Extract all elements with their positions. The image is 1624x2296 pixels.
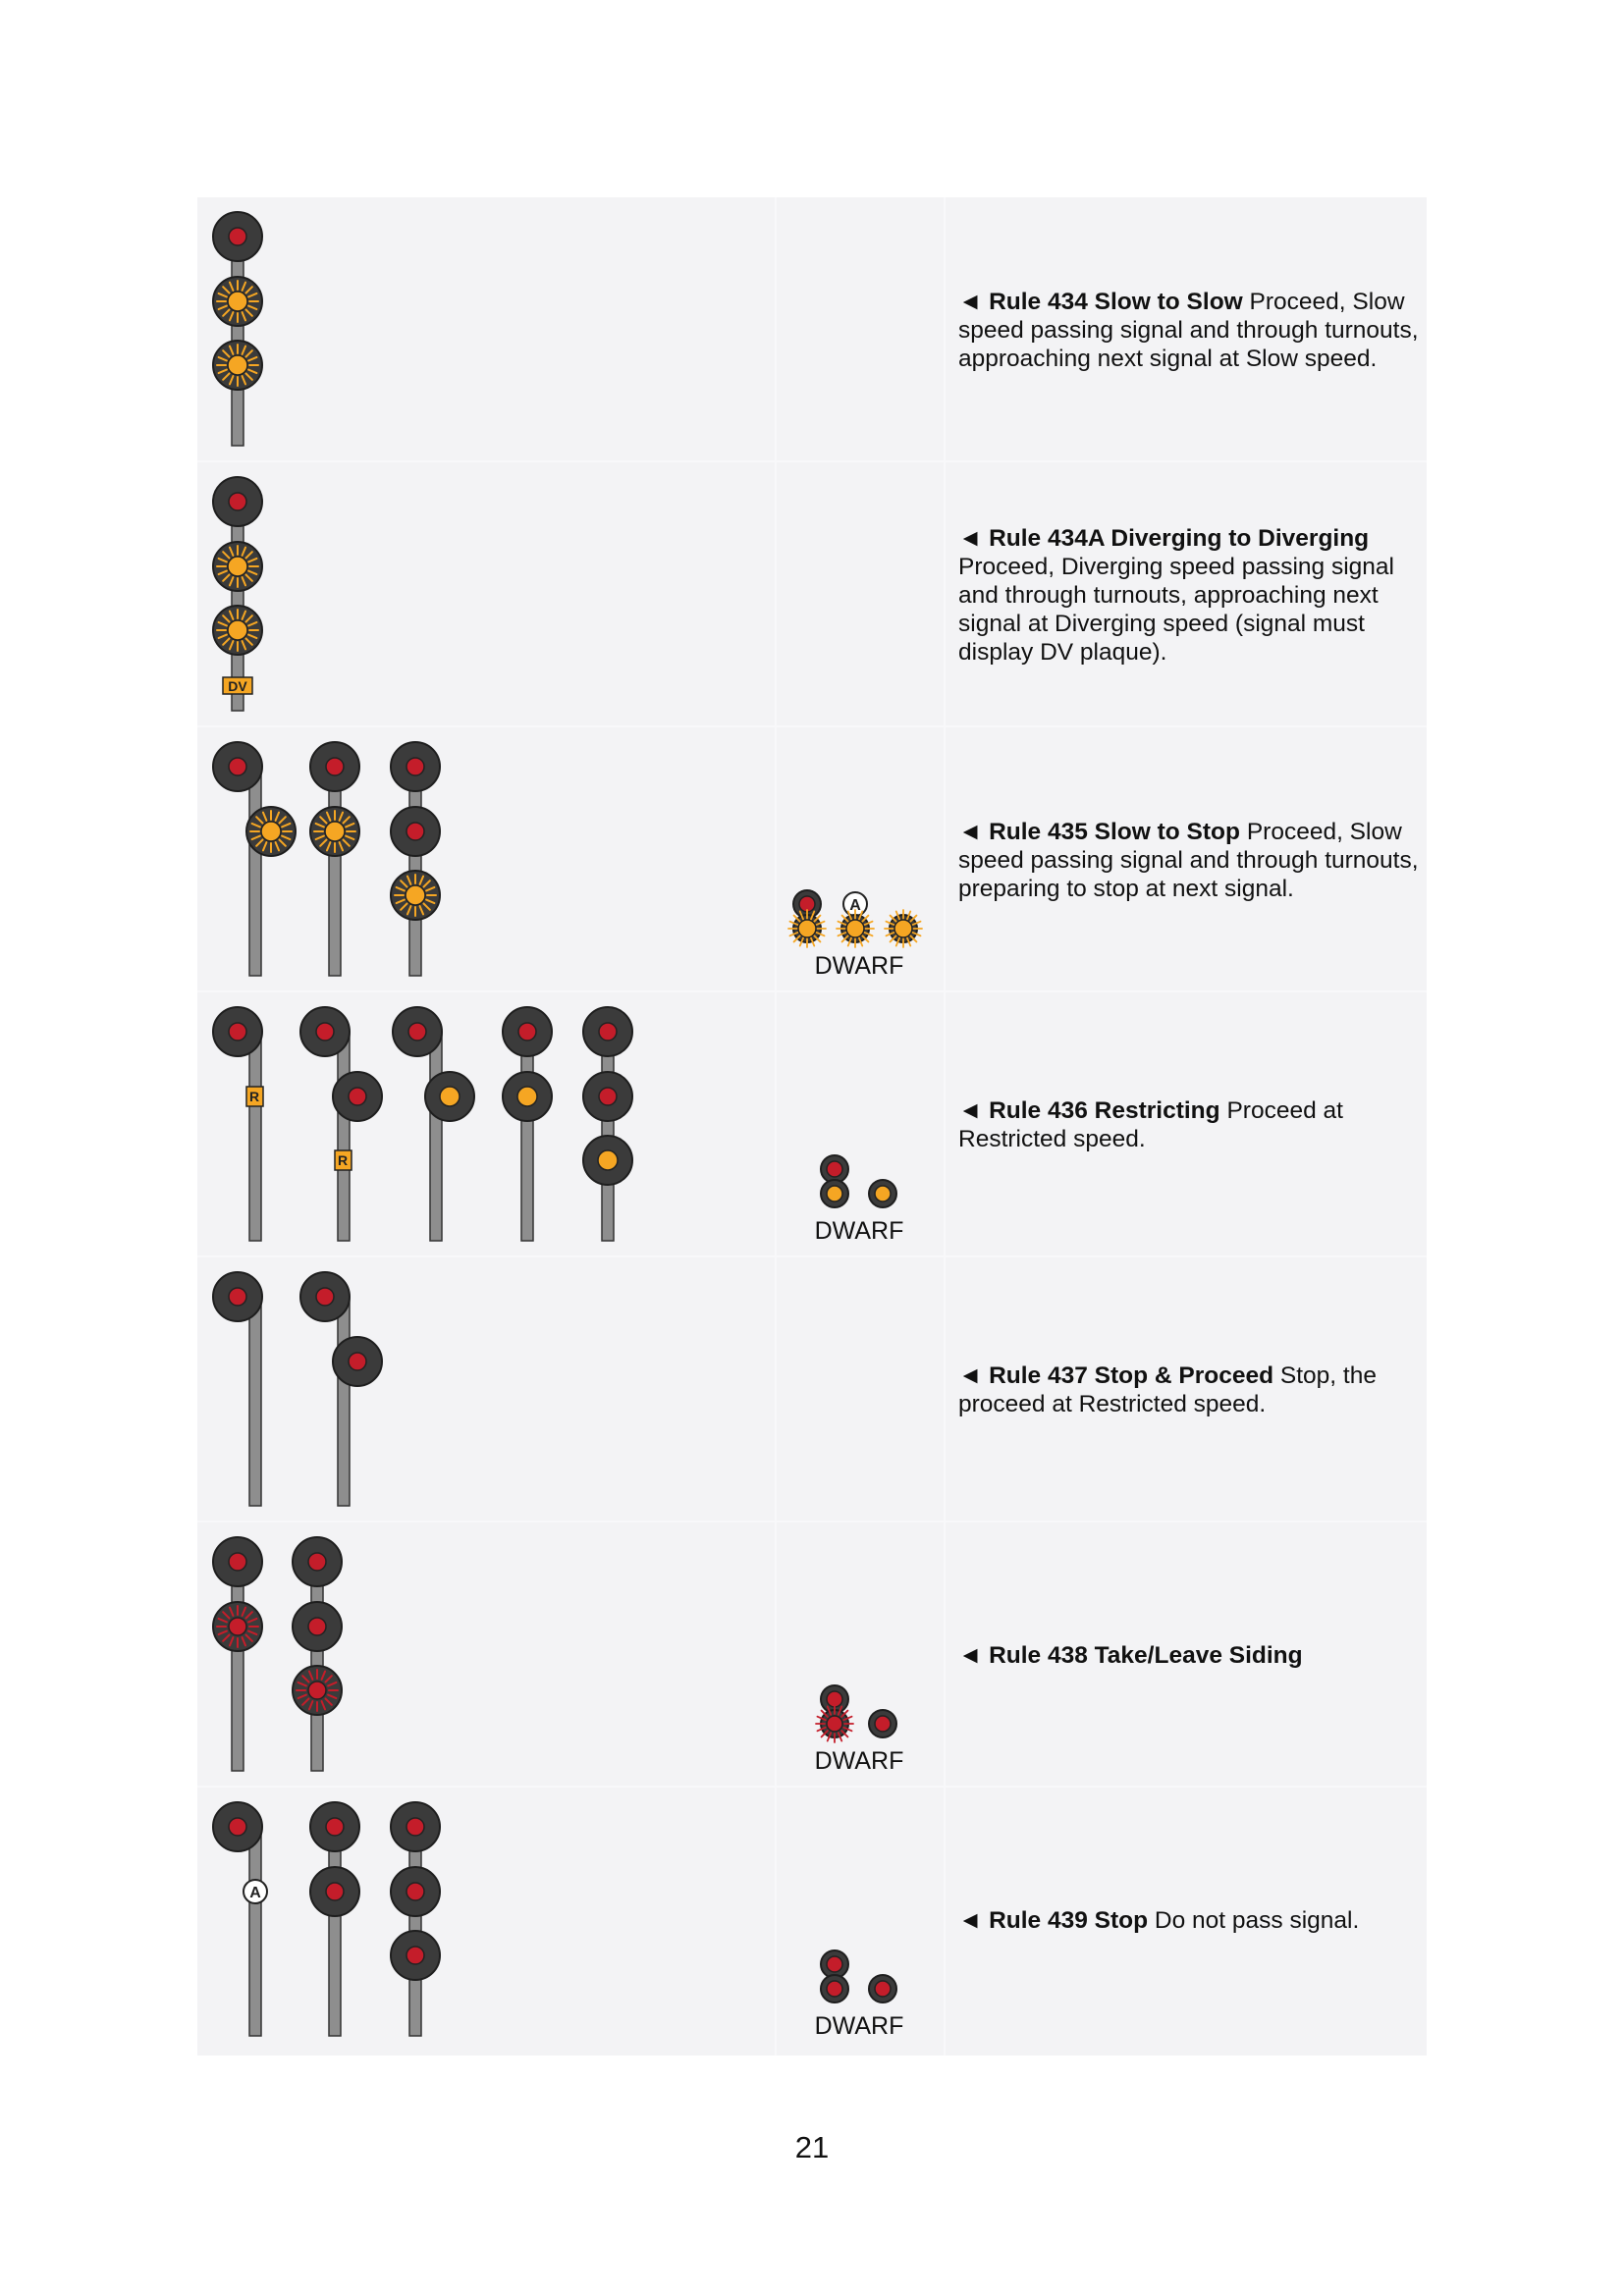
red-lamp — [827, 1161, 842, 1177]
red-lamp — [518, 1023, 536, 1041]
yellow-lamp — [228, 557, 247, 576]
arrow-icon: ◄ — [958, 288, 983, 315]
svg-text:R: R — [337, 1152, 349, 1168]
red-lamp — [827, 1981, 842, 1997]
rule-text: Proceed, Slow speed passing signal and through turnouts, preparing to stop at next signal. — [958, 818, 1419, 902]
svg-text:DV: DV — [228, 678, 247, 694]
mast-signal — [583, 1007, 632, 1241]
red-lamp — [229, 1618, 246, 1635]
signal-mast — [430, 1032, 442, 1241]
red-lamp — [827, 1716, 842, 1732]
mast-signal — [503, 1007, 552, 1241]
mast-signal — [213, 477, 262, 711]
rule-description — [958, 727, 1420, 992]
rule-description — [958, 462, 1420, 727]
dwarf-label: DWARF — [814, 1217, 904, 1245]
rule-text: Stop, the proceed at Restricted speed. — [958, 1362, 1377, 1417]
rule-description — [958, 1522, 1420, 1788]
rule-row-434 — [197, 197, 1427, 462]
red-lamp — [406, 758, 424, 775]
rule-title: Rule 439 Stop — [989, 1906, 1149, 1934]
signal-rules-table — [197, 197, 1427, 2056]
signal-graphics — [197, 462, 944, 727]
yellow-lamp — [325, 822, 345, 841]
red-lamp — [316, 1288, 334, 1306]
mast-signal — [310, 742, 359, 976]
mast-signal — [213, 1272, 262, 1506]
mast-signal — [213, 1007, 263, 1241]
red-lamp — [408, 1023, 426, 1041]
signal-mast — [232, 1562, 244, 1771]
dwarf-signal — [821, 1155, 848, 1207]
signal-graphics — [197, 1257, 944, 1522]
signal-mast — [329, 767, 341, 976]
signal-graphics — [197, 1522, 944, 1788]
mast-signal — [391, 1802, 440, 2036]
red-lamp — [406, 823, 424, 840]
red-lamp — [599, 1088, 617, 1105]
mast-signal — [213, 1802, 267, 2036]
rule-title: Rule 436 Restricting — [989, 1097, 1220, 1124]
red-lamp — [349, 1088, 366, 1105]
mast-signal — [213, 212, 262, 446]
rule-text: Proceed, Slow speed passing signal and through turnouts, approaching next signal at Slow speed. — [958, 288, 1419, 372]
red-lamp — [229, 1288, 246, 1306]
rule-title: Rule 434 Slow to Slow — [989, 288, 1243, 315]
mast-signal — [393, 1007, 474, 1241]
arrow-icon: ◄ — [958, 818, 983, 845]
signal-graphics — [197, 992, 944, 1257]
signal-mast — [249, 1827, 261, 2036]
signal-graphics — [197, 197, 944, 462]
red-lamp — [229, 1818, 246, 1836]
red-lamp — [308, 1682, 326, 1699]
signal-mast — [249, 767, 261, 976]
yellow-lamp — [228, 292, 247, 311]
yellow-lamp — [517, 1087, 537, 1106]
dv-plaque — [223, 677, 252, 694]
red-lamp — [326, 1818, 344, 1836]
mast-signal — [213, 742, 296, 976]
rule-description — [958, 197, 1420, 462]
signal-graphics — [197, 1788, 944, 2053]
yellow-lamp — [598, 1150, 618, 1170]
red-lamp — [316, 1023, 334, 1041]
red-lamp — [349, 1353, 366, 1370]
dwarf-label: DWARF — [814, 952, 904, 980]
dwarf-signal — [816, 1685, 853, 1742]
arrow-icon: ◄ — [958, 1906, 983, 1934]
rule-row-434a — [197, 462, 1427, 727]
red-lamp — [229, 1023, 246, 1041]
red-lamp — [326, 1883, 344, 1900]
red-lamp — [229, 228, 246, 245]
red-lamp — [406, 1883, 424, 1900]
signal-mast — [338, 1032, 350, 1241]
dwarf-signal — [885, 910, 922, 947]
dwarf-signal — [837, 892, 874, 947]
svg-text:A: A — [249, 1885, 261, 1901]
signal-mast — [249, 1032, 261, 1241]
arrow-icon: ◄ — [958, 1641, 983, 1669]
mast-signal — [300, 1007, 382, 1241]
yellow-lamp — [798, 920, 816, 937]
red-lamp — [599, 1023, 617, 1041]
dwarf-signal — [788, 890, 826, 947]
red-lamp — [875, 1981, 891, 1997]
mast-signal — [300, 1272, 382, 1506]
red-lamp — [406, 1947, 424, 1964]
signal-mast — [249, 1297, 261, 1506]
mast-signal — [391, 742, 440, 976]
svg-text:A: A — [849, 897, 861, 914]
red-lamp — [827, 1956, 842, 1972]
red-lamp — [308, 1618, 326, 1635]
red-lamp — [875, 1716, 891, 1732]
rule-text: Proceed at Restricted speed. — [958, 1097, 1343, 1152]
rule-text: Proceed, Diverging speed passing signal and through turnouts, approaching next signal at Diverging speed (signal must display DV plaque). — [958, 553, 1394, 666]
dwarf-label: DWARF — [814, 2012, 904, 2040]
rule-description — [958, 1257, 1420, 1522]
rule-description — [958, 1788, 1420, 2053]
rule-title: Rule 438 Take/Leave Siding — [989, 1641, 1303, 1669]
red-lamp — [229, 493, 246, 510]
red-lamp — [308, 1553, 326, 1571]
rule-row-435 — [197, 727, 1427, 992]
yellow-lamp — [228, 620, 247, 640]
yellow-lamp — [406, 885, 425, 905]
red-lamp — [229, 758, 246, 775]
red-lamp — [406, 1818, 424, 1836]
yellow-lamp — [440, 1087, 460, 1106]
red-lamp — [326, 758, 344, 775]
signal-mast — [329, 1827, 341, 2036]
dwarf-signal — [869, 1975, 896, 2002]
mast-signal — [213, 1537, 262, 1771]
yellow-lamp — [827, 1186, 842, 1201]
rule-row-437 — [197, 1257, 1427, 1522]
svg-text:R: R — [248, 1089, 260, 1104]
yellow-lamp — [261, 822, 281, 841]
dwarf-signal — [821, 1950, 848, 2002]
arrow-icon: ◄ — [958, 1362, 983, 1389]
signal-graphics — [197, 727, 944, 992]
mast-signal — [293, 1537, 342, 1771]
rule-title: Rule 435 Slow to Stop — [989, 818, 1240, 845]
yellow-lamp — [894, 920, 912, 937]
signal-mast — [521, 1032, 533, 1241]
rule-title: Rule 437 Stop & Proceed — [989, 1362, 1274, 1389]
rule-description — [958, 992, 1420, 1257]
page-number: 21 — [794, 2130, 830, 2164]
rule-row-439 — [197, 1788, 1427, 2056]
yellow-lamp — [875, 1186, 891, 1201]
mast-signal — [310, 1802, 359, 2036]
dwarf-label: DWARF — [814, 1747, 904, 1775]
rule-row-436 — [197, 992, 1427, 1257]
rule-text: Do not pass signal. — [1154, 1906, 1360, 1934]
dwarf-signal — [869, 1180, 896, 1207]
arrow-icon: ◄ — [958, 524, 983, 552]
yellow-lamp — [846, 920, 864, 937]
signal-mast — [338, 1297, 350, 1506]
rule-row-438 — [197, 1522, 1427, 1788]
red-lamp — [229, 1553, 246, 1571]
dwarf-signal — [869, 1710, 896, 1737]
yellow-lamp — [228, 355, 247, 375]
arrow-icon: ◄ — [958, 1097, 983, 1124]
rule-title: Rule 434A Diverging to Diverging — [989, 524, 1370, 552]
